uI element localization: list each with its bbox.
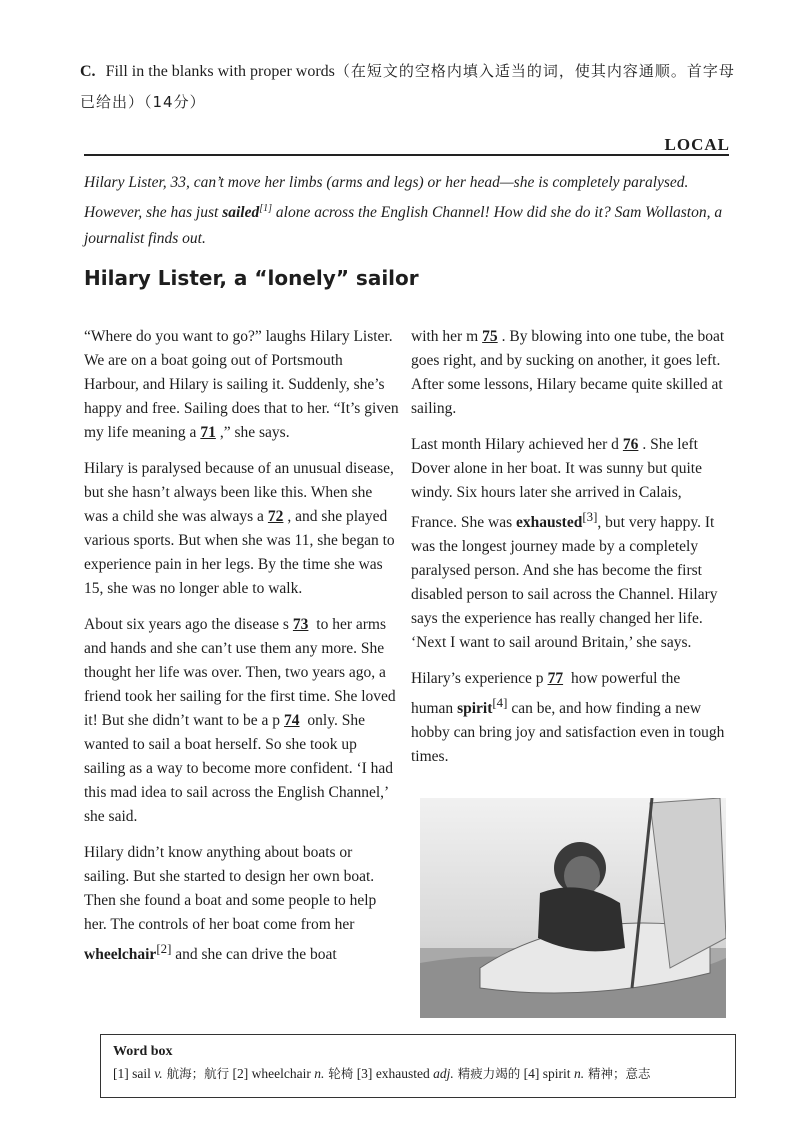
bold-word: spirit [457, 700, 493, 718]
paragraph-text: with her m [411, 328, 479, 345]
entry-pos: n. [573, 1066, 585, 1081]
entry-meaning: 精神；意志 [584, 1066, 651, 1081]
word-box-title: Word box [113, 1044, 173, 1059]
paragraph-text: , and she played various sports. But when she was 11, she began to experience pain in her legs. By the time she was 15, she was no longer able to walk. [84, 508, 395, 597]
paragraph [84, 841, 399, 967]
article-intro [84, 170, 724, 252]
paragraph-text: About six years ago the disease s [84, 616, 289, 633]
paragraph-text: Hilary didn’t know anything about boats or sailing. But she started to design her own boat. Then she found a boat and some people to help her. The controls of her boat come from her [84, 844, 377, 933]
footnote-ref: [2] [156, 941, 172, 956]
paragraph-text: Hilary is paralysed because of an unusual disease, but she hasn’t always been like this. When she was a child she was always a [84, 460, 394, 525]
entry-number: [1] [113, 1066, 129, 1081]
paragraph-text: can be, and how finding a new hobby can bring joy and satisfaction even in tough times. [411, 700, 725, 766]
sailor-photo [420, 798, 726, 1018]
blank-76[interactable]: 76 [622, 436, 639, 453]
footnote-ref: [3] [582, 509, 598, 524]
footnote-ref: [1] [259, 203, 273, 214]
entry-meaning: 精疲力竭的 [453, 1066, 521, 1081]
paragraph-text: only. She wanted to sail a boat herself. So she took up sailing as a way to become more confident. ‘I had this mad idea to sail across the English Channel,’ she said. [84, 712, 394, 825]
bold-word: wheelchair [84, 946, 157, 964]
paragraph [411, 433, 726, 655]
entry-word: sail [128, 1066, 155, 1081]
paragraph-text: . She left Dover alone in her boat. It was sunny but quite windy. Six hours later she arrived in Calais, France. She was [411, 436, 702, 532]
paragraph-text: . By blowing into one tube, the boat goes right, and by sucking on another, it goes left. After some lessons, Hilary became quite skilled at sailing. [411, 328, 725, 417]
paragraph-text: , but very happy. It was the longest journey made by a completely paralysed person. And she has become the first disabled person to sail across the Channel. Hilary says the experience has really changed her life. ‘Next I want to sail around Britain,’ she says. [411, 514, 718, 652]
entry-pos: n. [314, 1066, 325, 1081]
paragraph-text: and she can drive the boat [171, 946, 337, 964]
entry-word: wheelchair [248, 1066, 315, 1081]
instruction-text-cn: （在短文的空格内填入适当的词，使其内容通顺。首字母已给出）（14分） [80, 62, 735, 111]
entry-meaning: 轮椅 [324, 1066, 354, 1081]
footnote-ref: [4] [492, 695, 508, 711]
paragraph [84, 325, 399, 445]
paragraph-text: “Where do you want to go?” laughs Hilary Lister. We are on a boat going out of Portsmouth Harbour, and Hilary is sailing it. Suddenly, she’s happy and free. Sailing does that to her. “It’s given my life meaning a [84, 328, 399, 441]
entry-pos: adj. [433, 1066, 454, 1081]
paragraph [84, 613, 399, 829]
entry-number: [3] [356, 1066, 373, 1081]
intro-text: Hilary Lister, 33, can’t move her limbs (arms and legs) or her head—she is completely paralysed. However, she has just [84, 174, 689, 222]
sailor-photo-drawing [420, 798, 726, 1018]
entry-number: [4] [523, 1066, 540, 1081]
instruction-text: Fill in the blanks with proper words [105, 63, 335, 80]
blank-75[interactable]: 75 [482, 328, 498, 345]
paragraph-text: Hilary’s experience p [411, 670, 544, 688]
blank-77[interactable]: 77 [547, 670, 564, 688]
blank-73[interactable]: 73 [292, 616, 309, 633]
intro-text: alone across the English Channel! How did she do it? Sam Wollaston, a journalist finds out. [84, 204, 723, 248]
paragraph-text: Last month Hilary achieved her d [411, 436, 619, 453]
blank-71[interactable]: 71 [200, 424, 216, 441]
instruction [80, 56, 750, 118]
blank-74[interactable]: 74 [284, 712, 300, 729]
paragraph [411, 325, 726, 421]
entry-number: [2] [232, 1066, 249, 1081]
entry-pos: v. [154, 1066, 163, 1081]
article-right-column [411, 325, 726, 781]
entry-word: spirit [539, 1066, 574, 1081]
blank-72[interactable]: 72 [267, 508, 284, 525]
intro-bold-word: sailed [222, 204, 260, 222]
section-label: LOCAL [664, 135, 730, 154]
article-left-column [84, 325, 399, 979]
article-headline: Hilary Lister, a “lonely” sailor [84, 266, 419, 290]
paragraph [411, 667, 726, 769]
paragraph-text: how powerful the human [411, 670, 681, 718]
question-letter: C. [80, 63, 96, 80]
header-rule [84, 154, 729, 156]
entry-word: exhausted [372, 1066, 434, 1081]
word-box-entries [113, 1063, 723, 1085]
bold-word: exhausted [516, 514, 583, 532]
word-box [100, 1034, 736, 1098]
paragraph-text: ,” she says. [219, 424, 290, 441]
paragraph-text: to her arms and hands and she can’t use them any more. She thought her life was over. Then, two years ago, a friend took her sailing for the first time. She loved it! But she didn’t want to be a p [84, 616, 396, 729]
entry-meaning: 航海；航行 [162, 1066, 230, 1081]
paragraph [84, 457, 399, 601]
